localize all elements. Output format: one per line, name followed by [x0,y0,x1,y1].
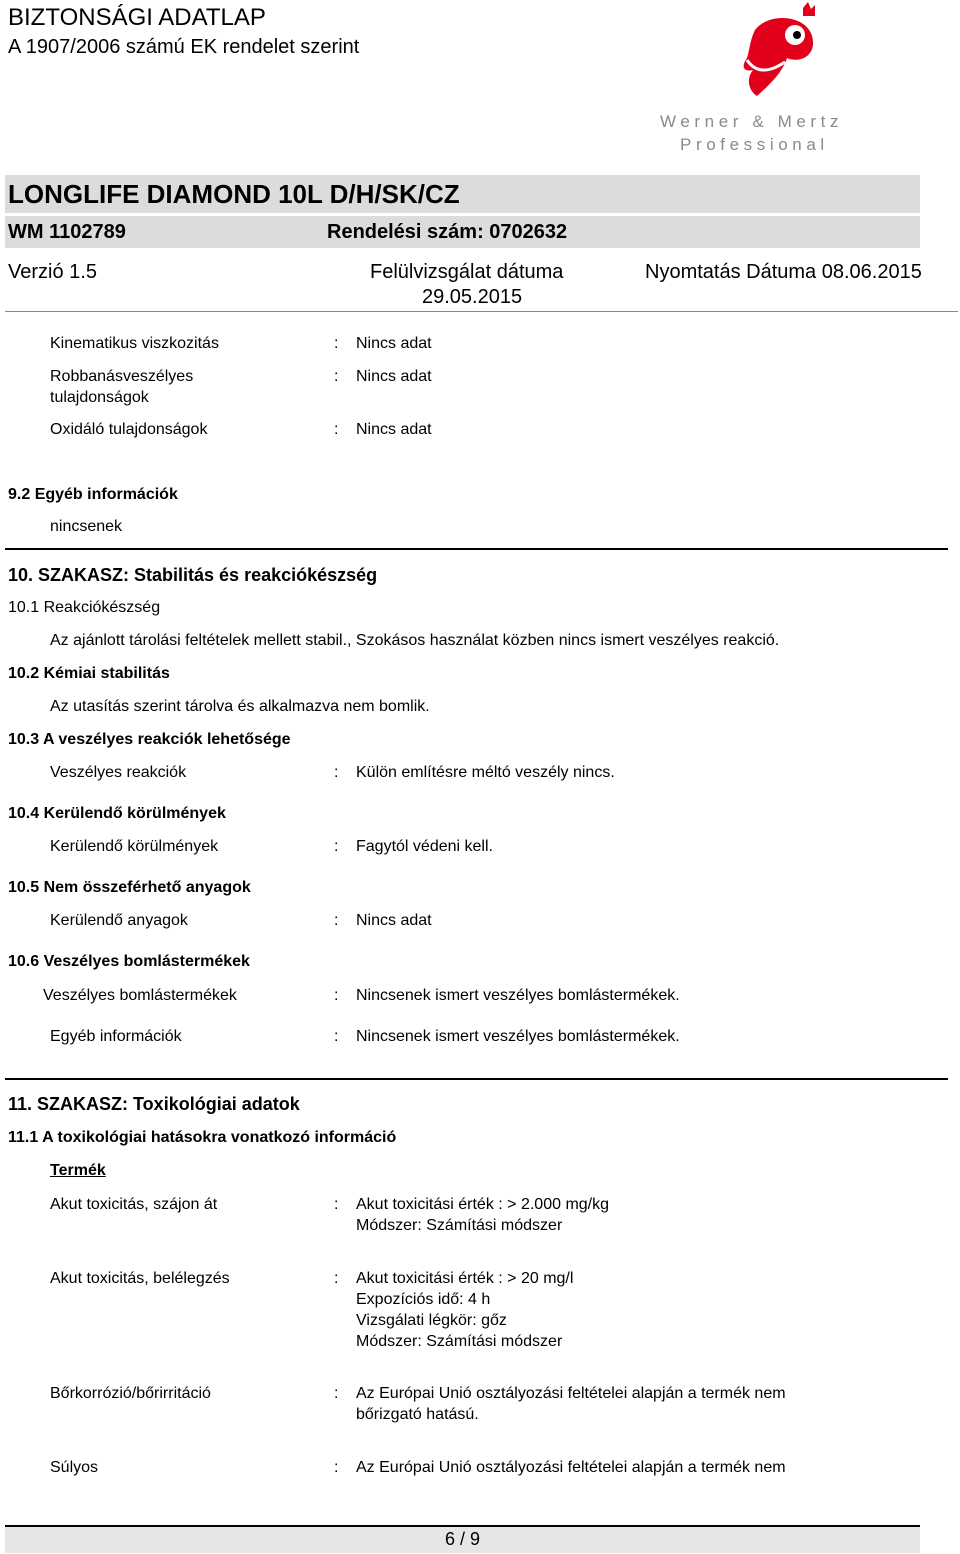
tox-value-oral-1: Akut toxicitási érték : > 2.000 mg/kg [356,1196,610,1213]
prop-colon: : [334,368,339,385]
section-10-6-value-2: Nincsenek ismert veszélyes bomlástermékek. [356,1028,680,1045]
section-10-6-label-2: Egyéb információk [50,1028,182,1045]
document-subtitle: A 1907/2006 számú EK rendelet szerint [8,36,360,58]
section-10-3-colon: : [334,764,339,781]
prop-label-explosive-2: tulajdonságok [50,389,149,406]
section-10-title: 10. SZAKASZ: Stabilitás és reakciókészség [8,565,378,585]
product-name: LONGLIFE DIAMOND 10L D/H/SK/CZ [8,179,460,209]
section-10-3-title: 10.3 A veszélyes reakciók lehetősége [8,731,291,748]
prop-label-viscosity: Kinematikus viszkozitás [50,335,219,352]
section-10-5-colon: : [334,912,339,929]
prop-label-explosive: Robbanásveszélyes [50,368,194,385]
section-10-1-title: 10.1 Reakciókészség [8,599,161,616]
section-divider [5,1078,948,1080]
section-9-2-title: 9.2 Egyéb információk [8,486,178,503]
prop-colon: : [334,335,339,352]
tox-label-serious: Súlyos [50,1459,99,1476]
header-divider [5,311,958,312]
section-9-2-text: nincsenek [50,518,123,535]
logo-text-professional: Professional [680,135,829,154]
section-10-4-value: Fagytól védeni kell. [356,838,493,855]
section-10-5-label: Kerülendő anyagok [50,912,188,929]
prop-colon: : [334,421,339,438]
logo-text-brand: Werner & Mertz [660,112,844,131]
tox-colon: : [334,1270,339,1287]
section-10-3-label: Veszélyes reakciók [50,764,187,781]
section-10-6-colon: : [334,987,339,1004]
product-id-bar [5,216,920,248]
tox-value-serious-1: Az Európai Unió osztályozási feltételei alapján a termék nem [356,1459,786,1476]
section-10-4-title: 10.4 Kerülendő körülmények [8,805,226,822]
tox-value-oral-2: Módszer: Számítási módszer [356,1217,563,1234]
version: Verzió 1.5 [8,261,97,283]
section-10-3-value: Külön említésre méltó veszély nincs. [356,764,615,781]
revision-date: 29.05.2015 [422,286,523,308]
product-subheading: Termék [50,1162,106,1179]
tox-colon: : [334,1196,339,1213]
section-11-title: 11. SZAKASZ: Toxikológiai adatok [8,1094,300,1114]
section-10-6-title: 10.6 Veszélyes bomlástermékek [8,953,250,970]
section-10-5-title: 10.5 Nem összeférhető anyagok [8,879,251,896]
section-10-4-colon: : [334,838,339,855]
section-10-4-label: Kerülendő körülmények [50,838,219,855]
section-10-5-value: Nincs adat [356,912,432,929]
revision-label: Felülvizsgálat dátuma [370,261,564,283]
prop-label-oxidizing: Oxidáló tulajdonságok [50,421,208,438]
page-footer [5,1525,920,1553]
tox-colon: : [334,1459,339,1476]
page-number: 6 / 9 [444,1529,481,1549]
tox-colon: : [334,1385,339,1402]
prop-value-viscosity: Nincs adat [356,335,432,352]
section-10-1-text: Az ajánlott tárolási feltételek mellett stabil., Szokásos használat közben nincs ismert veszélyes reakció. [50,632,780,649]
document-title: BIZTONSÁGI ADATLAP [8,4,266,31]
tox-value-inhalation-2: Expozíciós idő: 4 h [356,1291,491,1308]
section-10-2-text: Az utasítás szerint tárolva és alkalmazva nem bomlik. [50,698,430,715]
section-11-1-title: 11.1 A toxikológiai hatásokra vonatkozó információ [8,1129,397,1146]
section-divider [5,548,948,550]
tox-value-inhalation-4: Módszer: Számítási módszer [356,1333,563,1350]
tox-value-skin-1: Az Európai Unió osztályozási feltételei alapján a termék nem [356,1385,786,1402]
section-10-6-value: Nincsenek ismert veszélyes bomlástermékek. [356,987,680,1004]
prop-value-explosive: Nincs adat [356,368,432,385]
section-10-6-label: Veszélyes bomlástermékek [43,987,237,1004]
order-number: Rendelési szám: 0702632 [327,221,568,243]
tox-label-skin: Bőrkorrózió/bőrirritáció [50,1385,211,1402]
section-10-6-colon-2: : [334,1028,339,1045]
tox-value-skin-2: bőrizgató hatású. [356,1406,479,1423]
section-10-2-title: 10.2 Kémiai stabilitás [8,665,170,682]
product-bar [5,175,920,213]
wm-number: WM 1102789 [8,221,126,243]
tox-value-inhalation-1: Akut toxicitási érték : > 20 mg/l [356,1270,574,1287]
prop-value-oxidizing: Nincs adat [356,421,432,438]
tox-value-inhalation-3: Vizsgálati légkör: gőz [356,1312,507,1329]
print-date: Nyomtatás Dátuma 08.06.2015 [645,261,922,283]
company-logo [650,0,860,160]
tox-label-inhalation: Akut toxicitás, belélegzés [50,1270,230,1287]
tox-label-oral: Akut toxicitás, szájon át [50,1196,218,1213]
frog-logo-icon [695,0,815,110]
